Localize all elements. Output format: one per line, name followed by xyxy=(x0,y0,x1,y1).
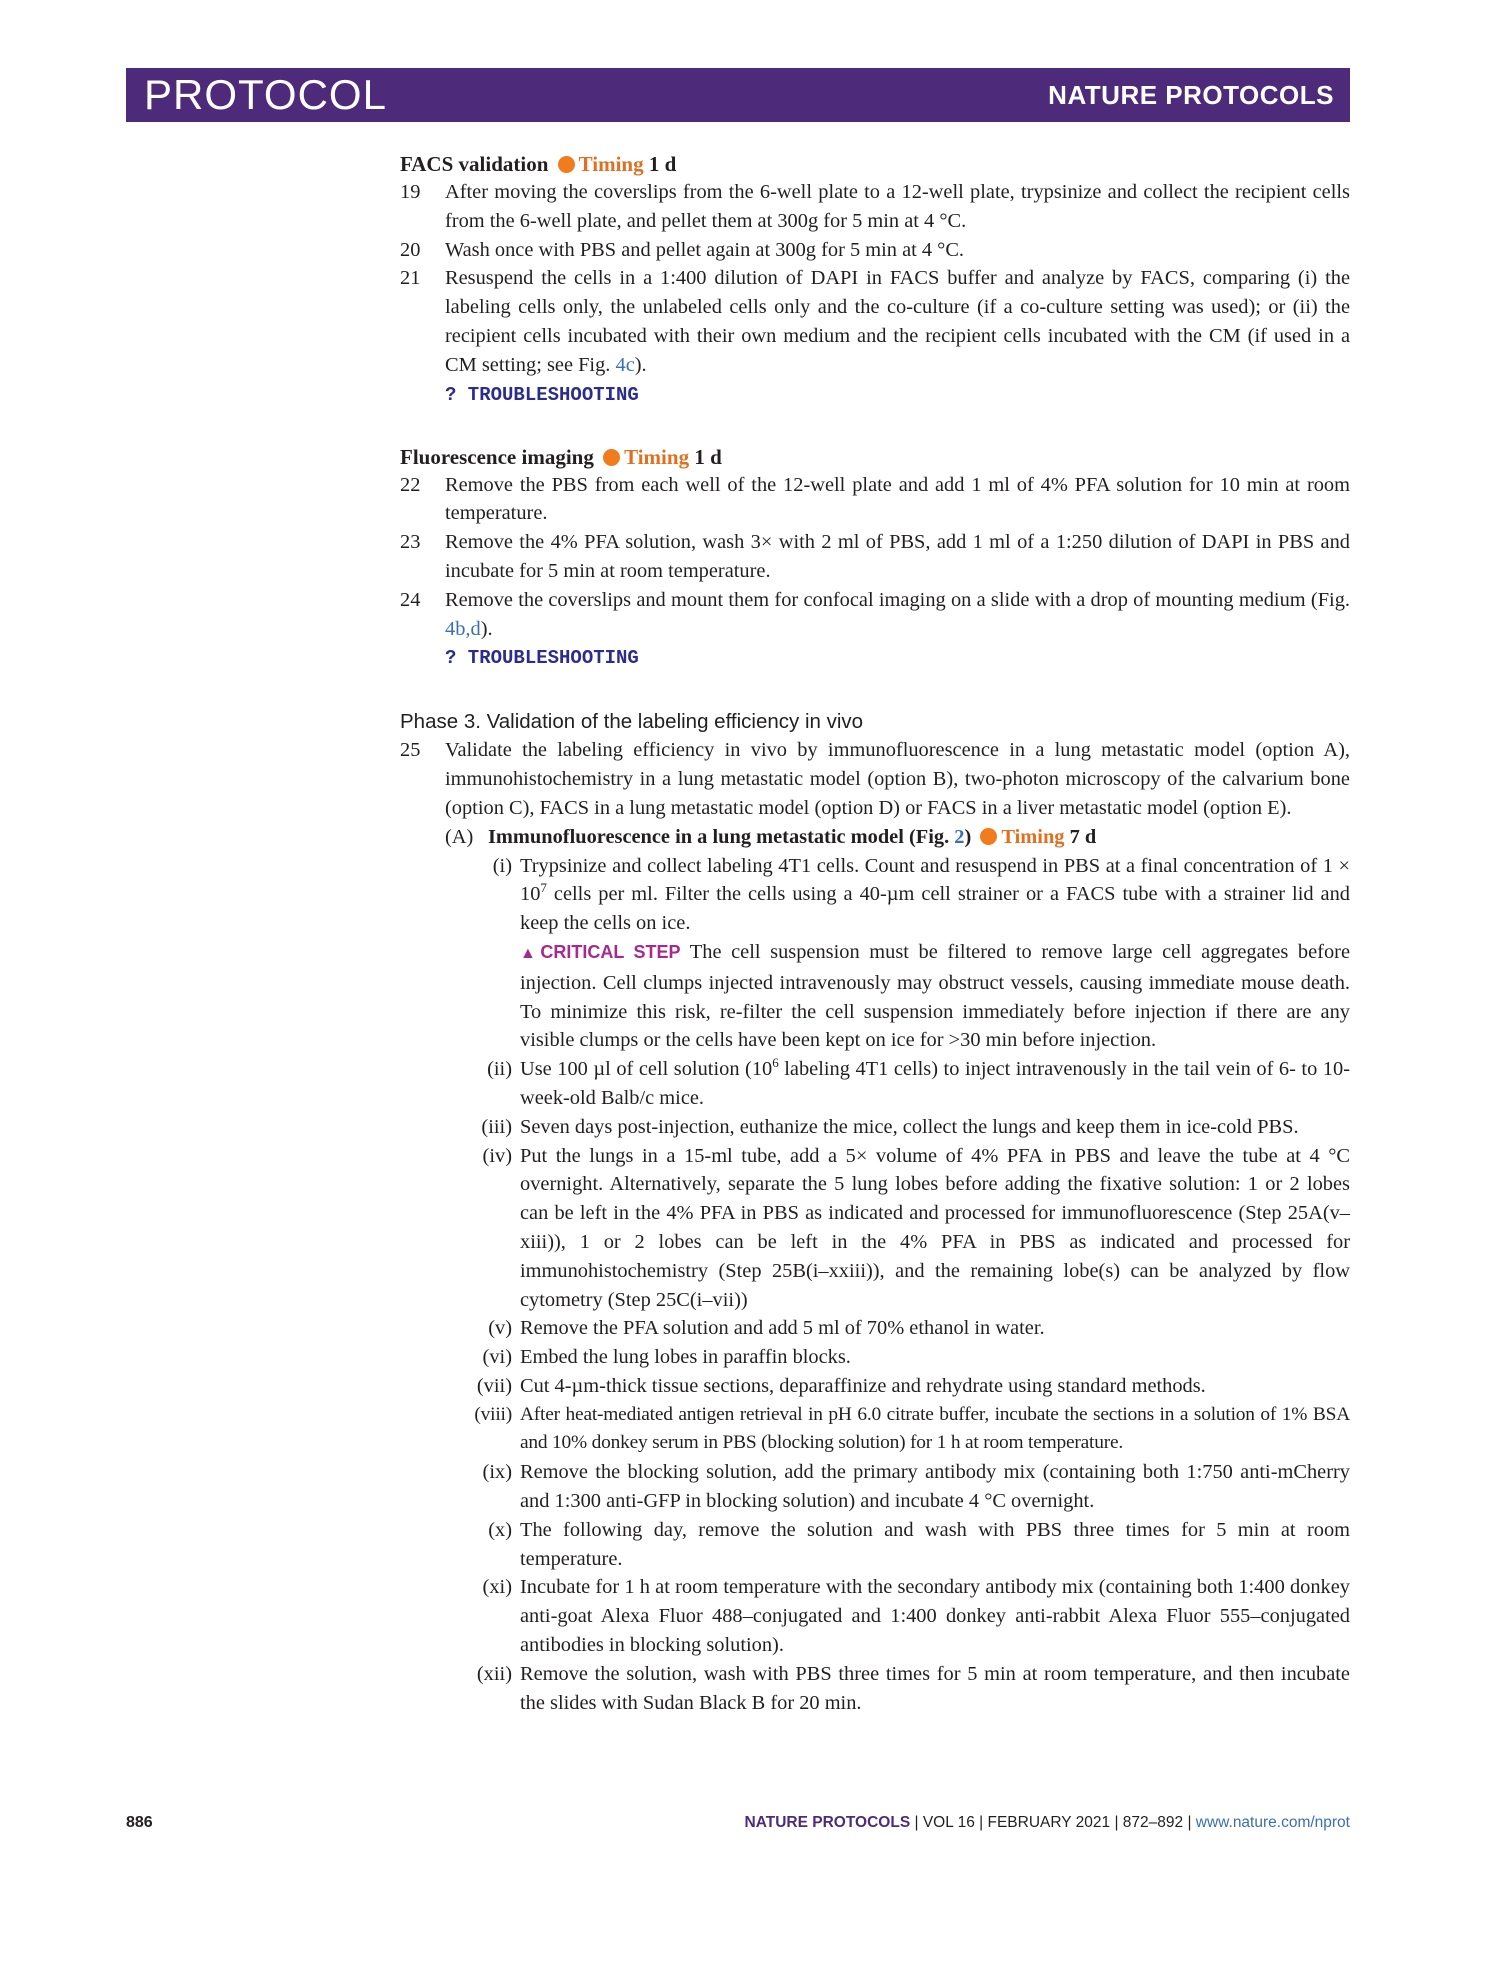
substep-text: Incubate for 1 h at room temperature with the secondary antibody mix (containing both 1:400 donkey anti-goat Alexa Fluor 488–conjugated and 1:400 donkey anti-rabbit Alexa Fluor 555–conjugated antibodies in blocking solution). xyxy=(520,1576,1350,1657)
troubleshooting-row xyxy=(400,380,1350,409)
main-content xyxy=(400,150,1350,1717)
figure-link[interactable]: 2 xyxy=(954,825,965,848)
step-19 xyxy=(400,178,1350,236)
substep-text: Use 100 µl of cell solution (10 xyxy=(520,1058,773,1081)
timing-value: 1 d xyxy=(694,444,722,469)
substep-iv xyxy=(400,1142,1350,1315)
step-24 xyxy=(400,586,1350,644)
page-number: 886 xyxy=(126,1814,153,1831)
timing-label: Timing xyxy=(624,444,690,469)
substep-vii xyxy=(400,1372,1350,1401)
step-text: After moving the coverslips from the 6-well plate to a 12-well plate, trypsinize and collect the recipient cells from the 6-well plate, and pellet them at 300g for 5 min at 4 °C. xyxy=(445,181,1350,232)
substep-iii xyxy=(400,1113,1350,1142)
facs-section-title xyxy=(400,150,1350,178)
option-label: (A) xyxy=(445,825,474,848)
critical-step-text: CRITICAL STEP xyxy=(540,941,681,962)
footer-url-link[interactable]: www.nature.com/nprot xyxy=(1195,1814,1350,1831)
step-text: Wash once with PBS and pellet again at 300g for 5 min at 4 °C. xyxy=(445,238,965,261)
figure-link[interactable]: 4b,d xyxy=(445,617,481,640)
troubleshooting-link[interactable]: ? TROUBLESHOOTING xyxy=(445,647,639,670)
step-23 xyxy=(400,528,1350,586)
substep-text-tail: labeling 4T1 cells) to inject intravenously in the tail vein of 6- to 10-week-old Balb/c mice. xyxy=(520,1058,1350,1109)
substep-xii xyxy=(400,1660,1350,1718)
substep-number: (ii) xyxy=(487,1058,512,1081)
critical-step-label xyxy=(520,942,681,962)
timing-value: 1 d xyxy=(648,152,677,176)
step-text: Remove the coverslips and mount them for confocal imaging on a slide with a drop of mounting medium (Fig. xyxy=(445,588,1350,611)
substep-viii xyxy=(400,1401,1350,1459)
superscript: 6 xyxy=(772,1055,779,1071)
substep-text: The following day, remove the solution and wash with PBS three times for 5 min at room temperature. xyxy=(520,1518,1350,1570)
facs-title-text: FACS validation xyxy=(400,152,549,176)
substep-x xyxy=(400,1516,1350,1574)
step-number: 19 xyxy=(400,181,421,203)
step-number: 21 xyxy=(400,267,421,290)
footer-volume: VOL 16 xyxy=(922,1814,975,1831)
substep-vi xyxy=(400,1343,1350,1372)
footer-separator: | xyxy=(914,1814,919,1831)
step-text: Validate the labeling efficiency in vivo by immunofluorescence in a lung metastatic model (option A), immunohistochemistry in a lung metastatic model (option B), two-photon microscopy of the calvarium bone (option C), FACS in a lung metastatic model (option D) or FACS in a liver metastatic model (option E). xyxy=(445,739,1350,819)
footer-pages: 872–892 xyxy=(1122,1814,1184,1831)
option-title: Immunofluorescence in a lung metastatic model (Fig. xyxy=(488,825,955,848)
step-25 xyxy=(400,736,1350,822)
step-text: Remove the PBS from each well of the 12-well plate and add 1 ml of 4% PFA solution for 10 min at room temperature. xyxy=(445,473,1350,525)
figure-link[interactable]: 4c xyxy=(615,353,635,376)
step-text-tail: ). xyxy=(634,353,647,376)
header-section-label: PROTOCOL xyxy=(144,71,387,118)
substep-number: (v) xyxy=(488,1317,512,1340)
imaging-title-text: Fluorescence imaging xyxy=(400,444,594,469)
critical-step-body: The cell suspension must be filtered to remove large cell aggregates before injection. Cell clumps injected intravenously may obstruct vessels, causing immediate mouse death. To minimize this risk, re-filter the cell suspension immediately before injection if there are any visible clumps or the cells have been kept on ice for >30 min before injection. xyxy=(520,940,1350,1052)
timing-value: 7 d xyxy=(1069,825,1097,848)
substep-text-tail: cells per ml. Filter the cells using a 40-µm cell strainer or a FACS tube with a strainer lid and keep the cells on ice. xyxy=(520,883,1350,935)
substep-i xyxy=(400,852,1350,938)
substep-text: Remove the solution, wash with PBS three times for 5 min at room temperature, and then incubate the slides with Sudan Black B for 20 min. xyxy=(520,1662,1350,1714)
substep-text: Remove the PFA solution and add 5 ml of 70% ethanol in water. xyxy=(520,1317,1045,1340)
substep-text: Remove the blocking solution, add the primary antibody mix (containing both 1:750 anti-mCherry and 1:300 anti-GFP in blocking solution) and incubate 4 °C overnight. xyxy=(520,1461,1350,1513)
footer-separator: | xyxy=(1114,1814,1119,1831)
substep-number: (iv) xyxy=(482,1144,512,1167)
substep-text: Seven days post-injection, euthanize the mice, collect the lungs and keep them in ice-cold PBS. xyxy=(520,1115,1299,1138)
substep-text: After heat-mediated antigen retrieval in pH 6.0 citrate buffer, incubate the sections in a solution of 1% BSA and 10% donkey serum in PBS (blocking solution) for 1 h at room temperature. xyxy=(520,1403,1350,1454)
substep-xi xyxy=(400,1573,1350,1659)
timing-dot-icon xyxy=(558,156,575,173)
troubleshooting-link[interactable]: ? TROUBLESHOOTING xyxy=(445,383,639,406)
step-number: 24 xyxy=(400,588,421,611)
substep-number: (vii) xyxy=(476,1374,512,1397)
timing-dot-icon xyxy=(980,828,997,845)
substep-text: Put the lungs in a 15-ml tube, add a 5× volume of 4% PFA in PBS and leave the tube at 4 °C overnight. Alternatively, separate the 5 lung lobes before adding the fixative solution: 1 or 2 lobes can be left in the 4% PFA in PBS as indicated and processed for immunofluorescence (Step 25A(v–xiii)), 1 or 2 lobes can be left in the 4% PFA in PBS as indicated and processed for immunohistochemistry (Step 25B(i–xxiii)), and the remaining lobe(s) can be analyzed by flow cytometry (Step 25C(i–vii)) xyxy=(520,1144,1350,1311)
header-bar xyxy=(126,68,1350,122)
substep-number: (x) xyxy=(488,1518,512,1541)
substep-number: (iii) xyxy=(481,1115,512,1138)
step-number: 23 xyxy=(400,531,421,554)
footer-date: FEBRUARY 2021 xyxy=(987,1814,1111,1831)
critical-step-note xyxy=(400,938,1350,1055)
step-text: Resuspend the cells in a 1:400 dilution of DAPI in FACS buffer and analyze by FACS, comparing (i) the labeling cells only, the unlabeled cells only and the co-culture (if a co-culture setting was used); or (ii) the recipient cells incubated with their own medium and the recipient cells incubated with the CM (if used in a CM setting; see Fig. xyxy=(445,267,1350,376)
option-title-tail: ) xyxy=(964,825,972,848)
substep-number: (xii) xyxy=(476,1662,512,1685)
header-journal-name: NATURE PROTOCOLS xyxy=(1048,80,1334,110)
option-a-heading xyxy=(400,823,1350,852)
substep-text: Cut 4-µm-thick tissue sections, deparaffinize and rehydrate using standard methods. xyxy=(520,1374,1206,1397)
warning-triangle-icon: ▲ xyxy=(520,944,541,962)
step-text: Remove the 4% PFA solution, wash 3× with 2 ml of PBS, add 1 ml of a 1:250 dilution of DAPI in PBS and incubate for 5 min at room temperature. xyxy=(445,531,1350,582)
substep-number: (xi) xyxy=(482,1576,512,1599)
troubleshooting-row xyxy=(400,643,1350,672)
timing-label: Timing xyxy=(578,152,644,176)
substep-v xyxy=(400,1314,1350,1343)
step-number: 25 xyxy=(400,739,421,762)
step-21 xyxy=(400,264,1350,379)
step-number: 20 xyxy=(400,238,421,261)
footer-separator: | xyxy=(979,1814,984,1831)
substep-number: (ix) xyxy=(482,1461,512,1484)
step-number: 22 xyxy=(400,473,421,496)
footer-separator: | xyxy=(1187,1814,1192,1831)
timing-dot-icon xyxy=(603,449,620,466)
phase3-title: Phase 3. Validation of the labeling efficiency in vivo xyxy=(400,710,864,734)
substep-number: (viii) xyxy=(474,1403,512,1425)
substep-ix xyxy=(400,1458,1350,1516)
step-20 xyxy=(400,236,1350,265)
step-text-tail: ). xyxy=(480,617,493,640)
substep-ii xyxy=(400,1055,1350,1113)
substep-number: (vi) xyxy=(482,1346,512,1369)
step-22 xyxy=(400,471,1350,529)
substep-number: (i) xyxy=(492,854,512,877)
footer-journal: NATURE PROTOCOLS xyxy=(744,1814,911,1831)
imaging-section-title xyxy=(400,443,1350,471)
timing-label: Timing xyxy=(1001,825,1065,848)
superscript: 7 xyxy=(540,880,547,896)
substep-text: Embed the lung lobes in paraffin blocks. xyxy=(520,1346,851,1369)
substep-text: Trypsinize and collect labeling 4T1 cells. Count and resuspend in PBS at a final concentration of 1 × 10 xyxy=(520,854,1350,906)
footer-citation xyxy=(745,1814,1350,1832)
